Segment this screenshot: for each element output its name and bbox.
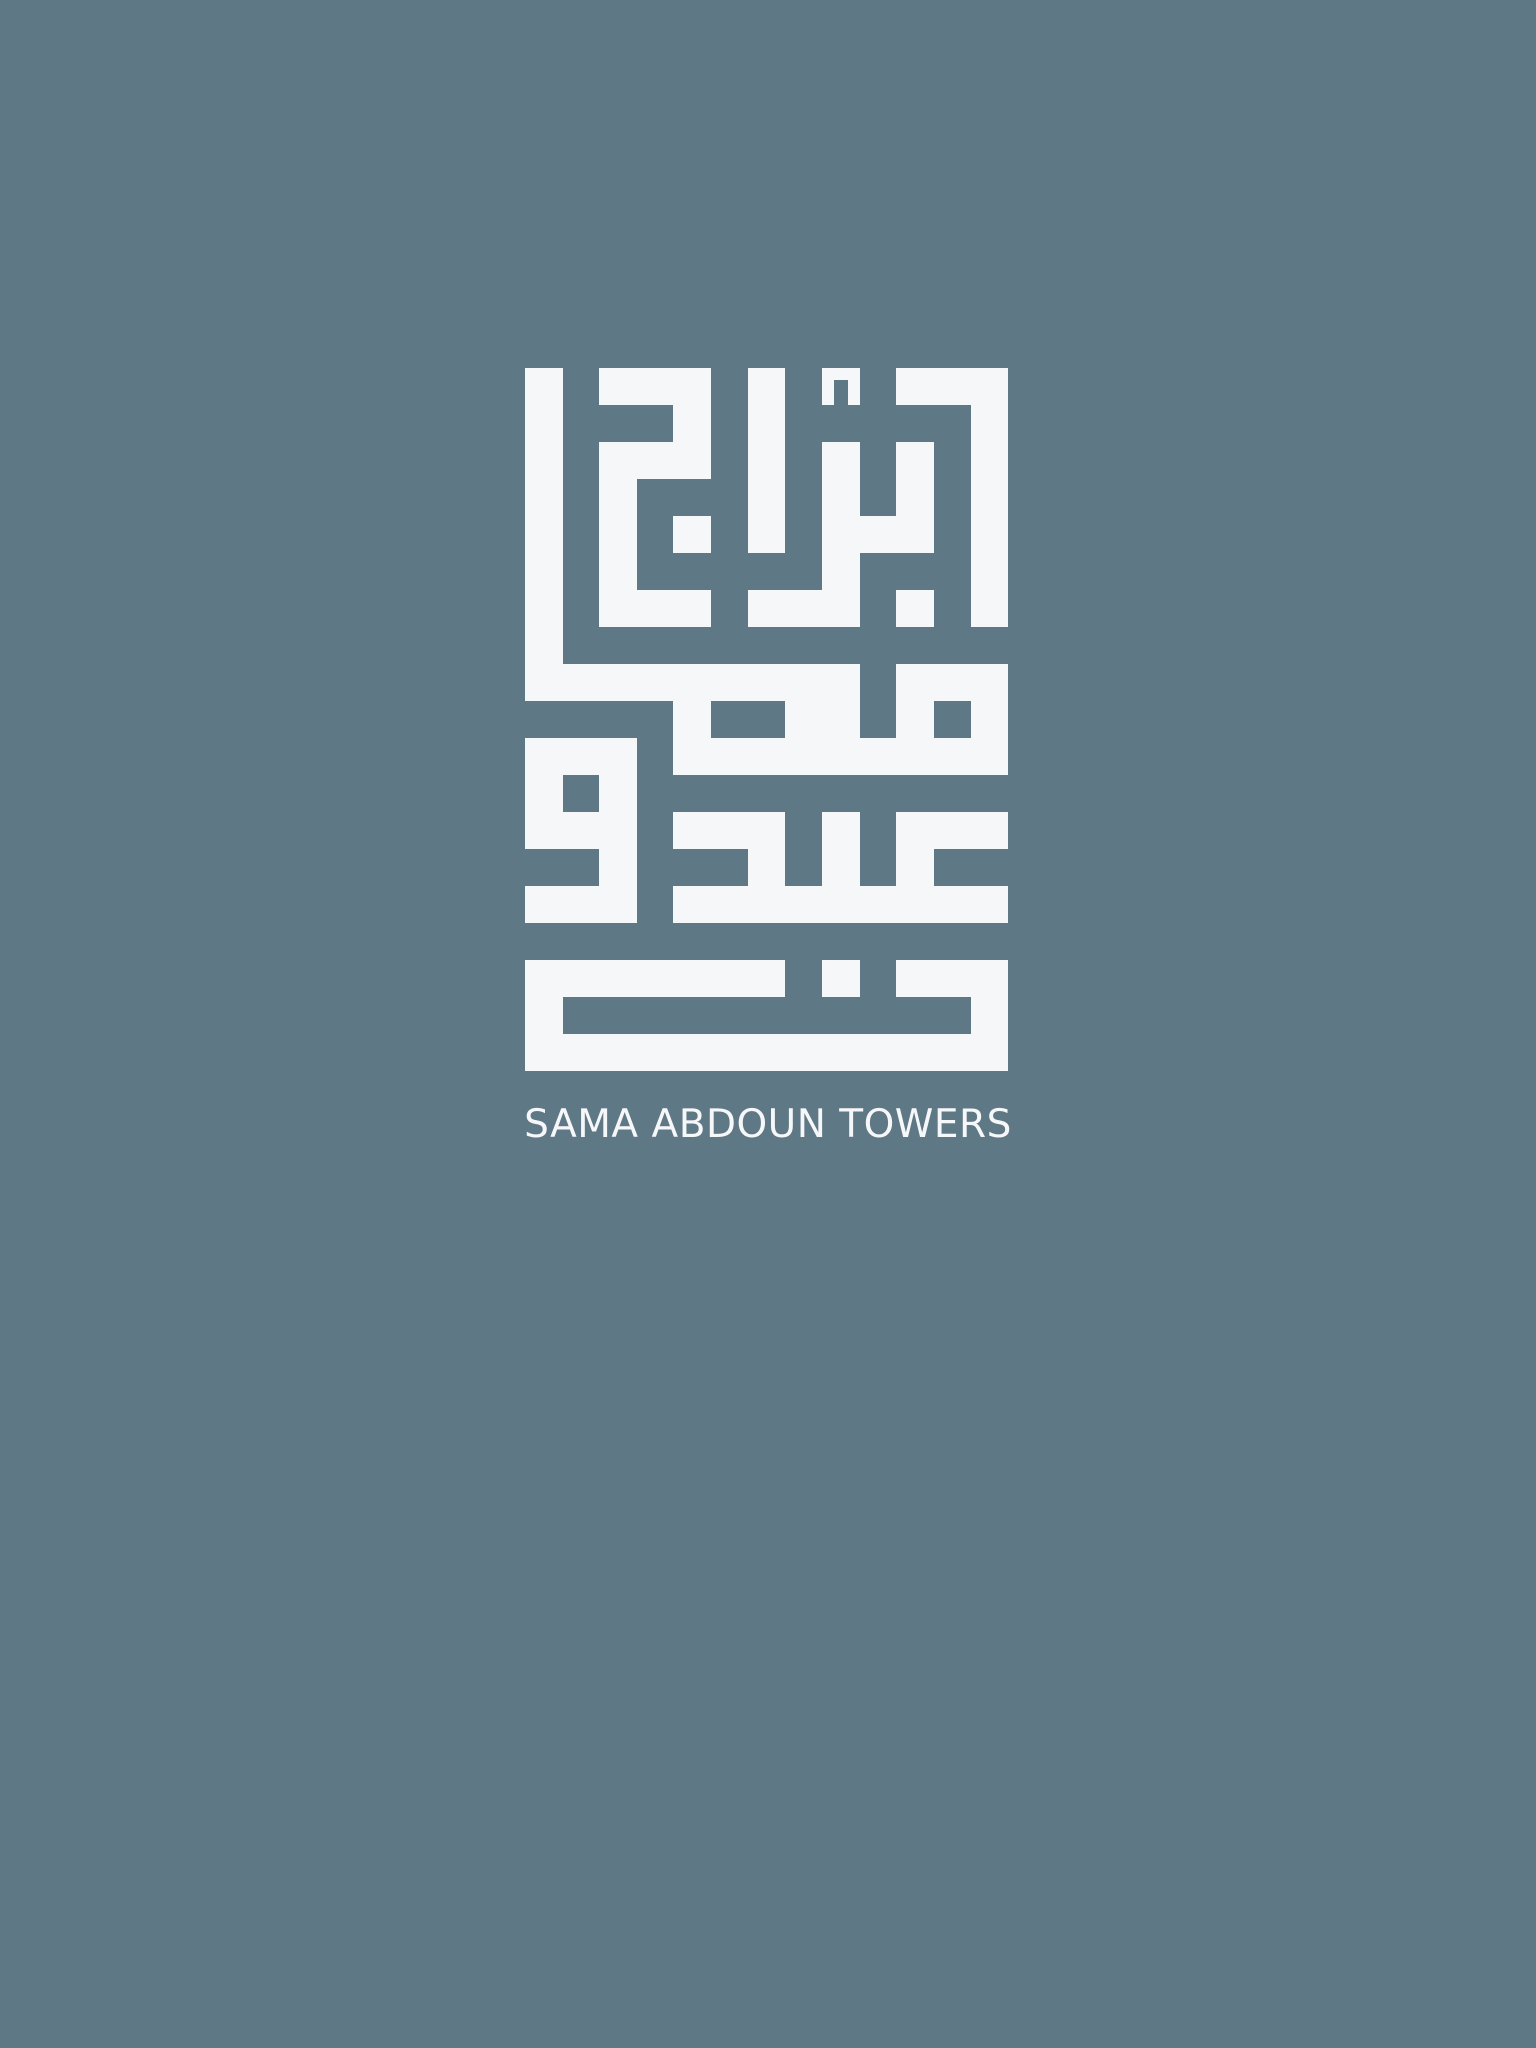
kufic-logo-icon xyxy=(525,368,1009,1071)
brand-wordmark: SAMA ABDOUN TOWERS xyxy=(524,1102,1012,1147)
